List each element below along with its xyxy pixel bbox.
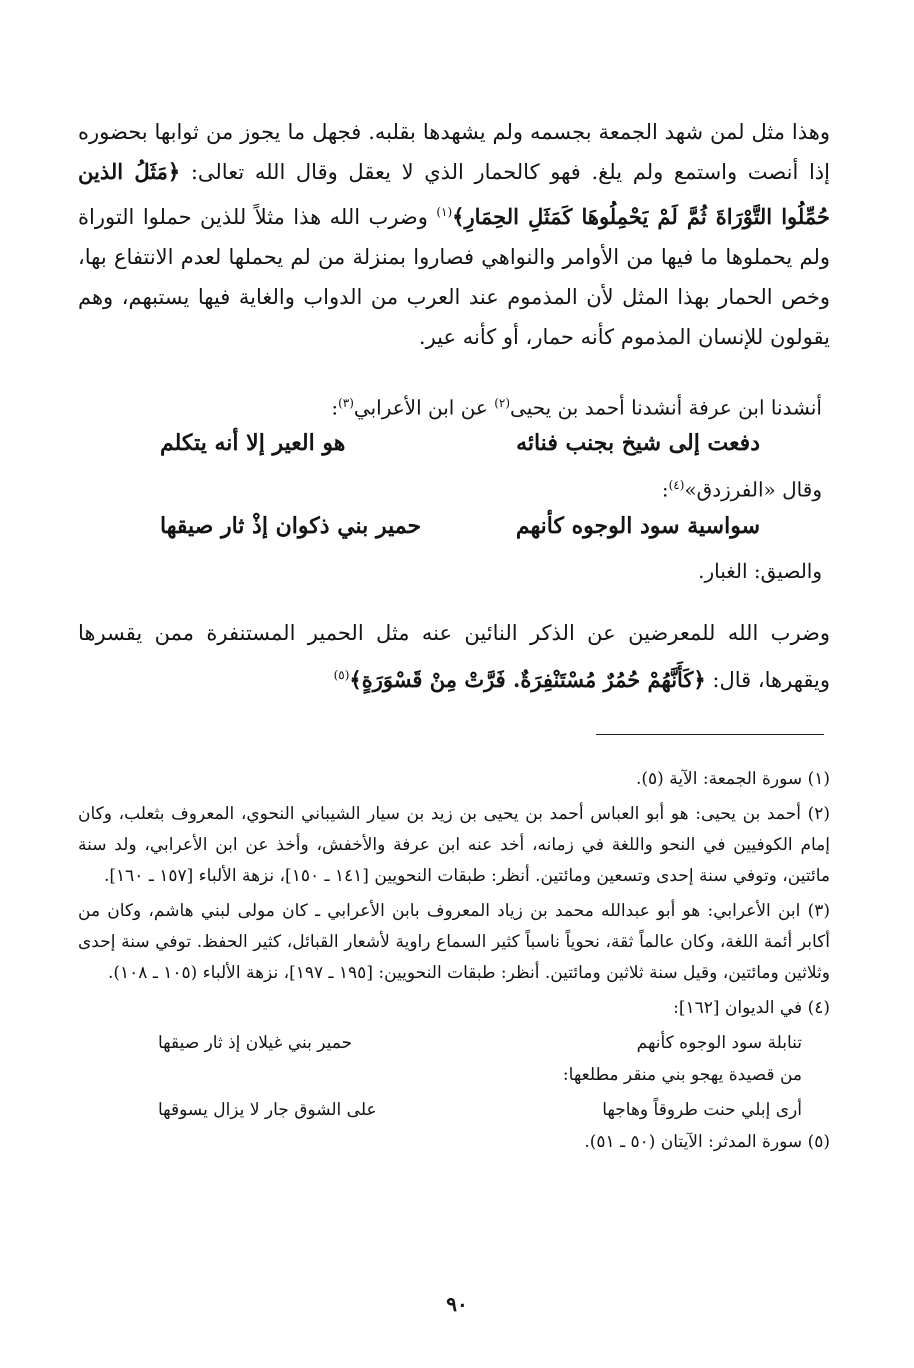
footnote-4-verse-2 <box>78 1095 830 1125</box>
footnote-ref-5: (٥) <box>333 668 350 682</box>
paragraph-1-text: وهذا مثل لمن شهد الجمعة بجسمه ولم يشهدها بقلبه. فجهل ما يجوز من ثوابها بحضوره إذا أنصت واستمع ولم يلغ. فهو كالحمار الذي لا يعقل وقال الله تعالى: <box>78 120 830 184</box>
footnote-separator <box>596 734 824 735</box>
footnote-4: (٤) في الديوان [١٦٢]: <box>673 998 830 1018</box>
footnote-5: (٥) سورة المدثر: الآيتان (٥٠ ـ ٥١). <box>584 1132 830 1152</box>
farazdaq-text: وقال «الفرزدق» <box>684 477 822 502</box>
footnote-4-verse-1-first: تنابلة سود الوجوه كأنهم <box>636 1033 802 1053</box>
farazdaq-colon: : <box>661 477 669 502</box>
footnote-4-verse-1 <box>78 1028 830 1058</box>
footnote-4-verse-2-second: على الشوق جار لا يزال يسوقها <box>158 1100 377 1120</box>
footnote-4-verse-2-first: أرى إبلي حنت طروقاً وهاجها <box>602 1100 802 1120</box>
paragraph-1 <box>78 112 830 357</box>
verse-intro-text-a: أنشدنا ابن عرفة أنشدنا أحمد بن يحيى <box>510 395 822 420</box>
verse-intro-colon: : <box>331 395 339 420</box>
verse-2-second-hemistich: حمير بني ذكوان إذْ ثار صيقها <box>160 513 422 539</box>
footnote-4-verse-1-second: حمير بني غيلان إذ ثار صيقها <box>158 1033 353 1053</box>
footnote-3: (٣) ابن الأعرابي: هو أبو عبدالله محمد بن زياد المعروف بابن الأعرابي ـ كان مولى لبني هاشم، وكان من أكابر أئمة اللغة، وكان عالماً ثقة، نحوياً ناسباً كثير السماع راوية لأشعار القبائل، كثير الحفظ. توفي سنة إحدى وثلاثين ومائتين، وقيل سنة ثلاثين ومائتين. أنظر: طبقات النحويين: [١٩٥ ـ ١٩٧]، نزهة الألباء (١٠٥ ـ ١٠٨). <box>78 901 830 983</box>
main-text <box>78 112 830 357</box>
verse-1-first-hemistich: دفعت إلى شيخ بجنب فنائه <box>516 430 760 456</box>
quran-verse-1: ﴿مَثَلُ الذين حُمِّلُوا التَّوْرَاةَ ثُمَّ لَمْ يَحْمِلُوهَا كَمَثَلِ الحِمَارِ﴾ <box>78 159 830 229</box>
paragraph-1-continuation: وضرب الله هذا مثلاً للذين حملوا التوراة ولم يحملوها ما فيها من الأوامر والنواهي فصاروا بمنزلة من لم يحملها لعدم الانتفاع بها، وخص الحمار بهذا المثل لأن المذموم عند العرب من الدواب والغاية فيها يستبهم، وهم يقولون للإنسان المذموم كأنه حمار، أو كأنه عير. <box>78 205 830 349</box>
verse-intro <box>331 388 822 423</box>
verse-intro-text-b: عن ابن الأعرابي <box>353 395 488 420</box>
page-number: ٩٠ <box>446 1292 468 1316</box>
paragraph-2 <box>78 612 830 701</box>
footnote-ref-1: (١) <box>436 205 453 219</box>
verse-1-second-hemistich: هو العير إلا أنه يتكلم <box>160 430 346 456</box>
farazdaq-line <box>662 470 822 505</box>
quran-verse-2: ﴿كَأَنَّهُمْ حُمُرٌ مُسْتَنْفِرَةٌ. فَرَّتْ مِنْ قَسْوَرَةٍ﴾ <box>349 667 706 692</box>
paragraph-2-text: وضرب الله للمعرضين عن الذكر النائين عنه مثل الحمير المستنفرة ممن يقسرها ويقهرها، قال: <box>78 621 830 692</box>
footnote-ref-3: (٣) <box>338 396 354 410</box>
sayq-definition: والصيق: الغبار. <box>698 559 822 583</box>
footnote-1: (١) سورة الجمعة: الآية (٥). <box>635 769 830 789</box>
footnote-2: (٢) أحمد بن يحيى: هو أبو العباس أحمد بن يحيى بن زيد بن سيار الشيباني النحوي، المعروف بثعلب، وكان إمام الكوفيين في النحو واللغة في زمانه، أخد عنه ابن عرفة والأخفش، وأخذ عن ابن الأعرابي، ولد سنة مائتين، وتوفي سنة إحدى وتسعين ومائتين. أنظر: طبقات النحويين [١٤١ ـ ١٥٠]، نزهة الألباء [١٥٧ ـ ١٦٠]. <box>78 804 830 886</box>
footnotes <box>78 764 830 1162</box>
footnote-ref-2: (٢) <box>494 396 511 410</box>
verse-2-first-hemistich: سواسية سود الوجوه كأنهم <box>515 513 760 539</box>
footnote-4-middle: من قصيدة يهجو بني منقر مطلعها: <box>562 1065 802 1085</box>
footnote-ref-4: (٤) <box>668 478 685 492</box>
